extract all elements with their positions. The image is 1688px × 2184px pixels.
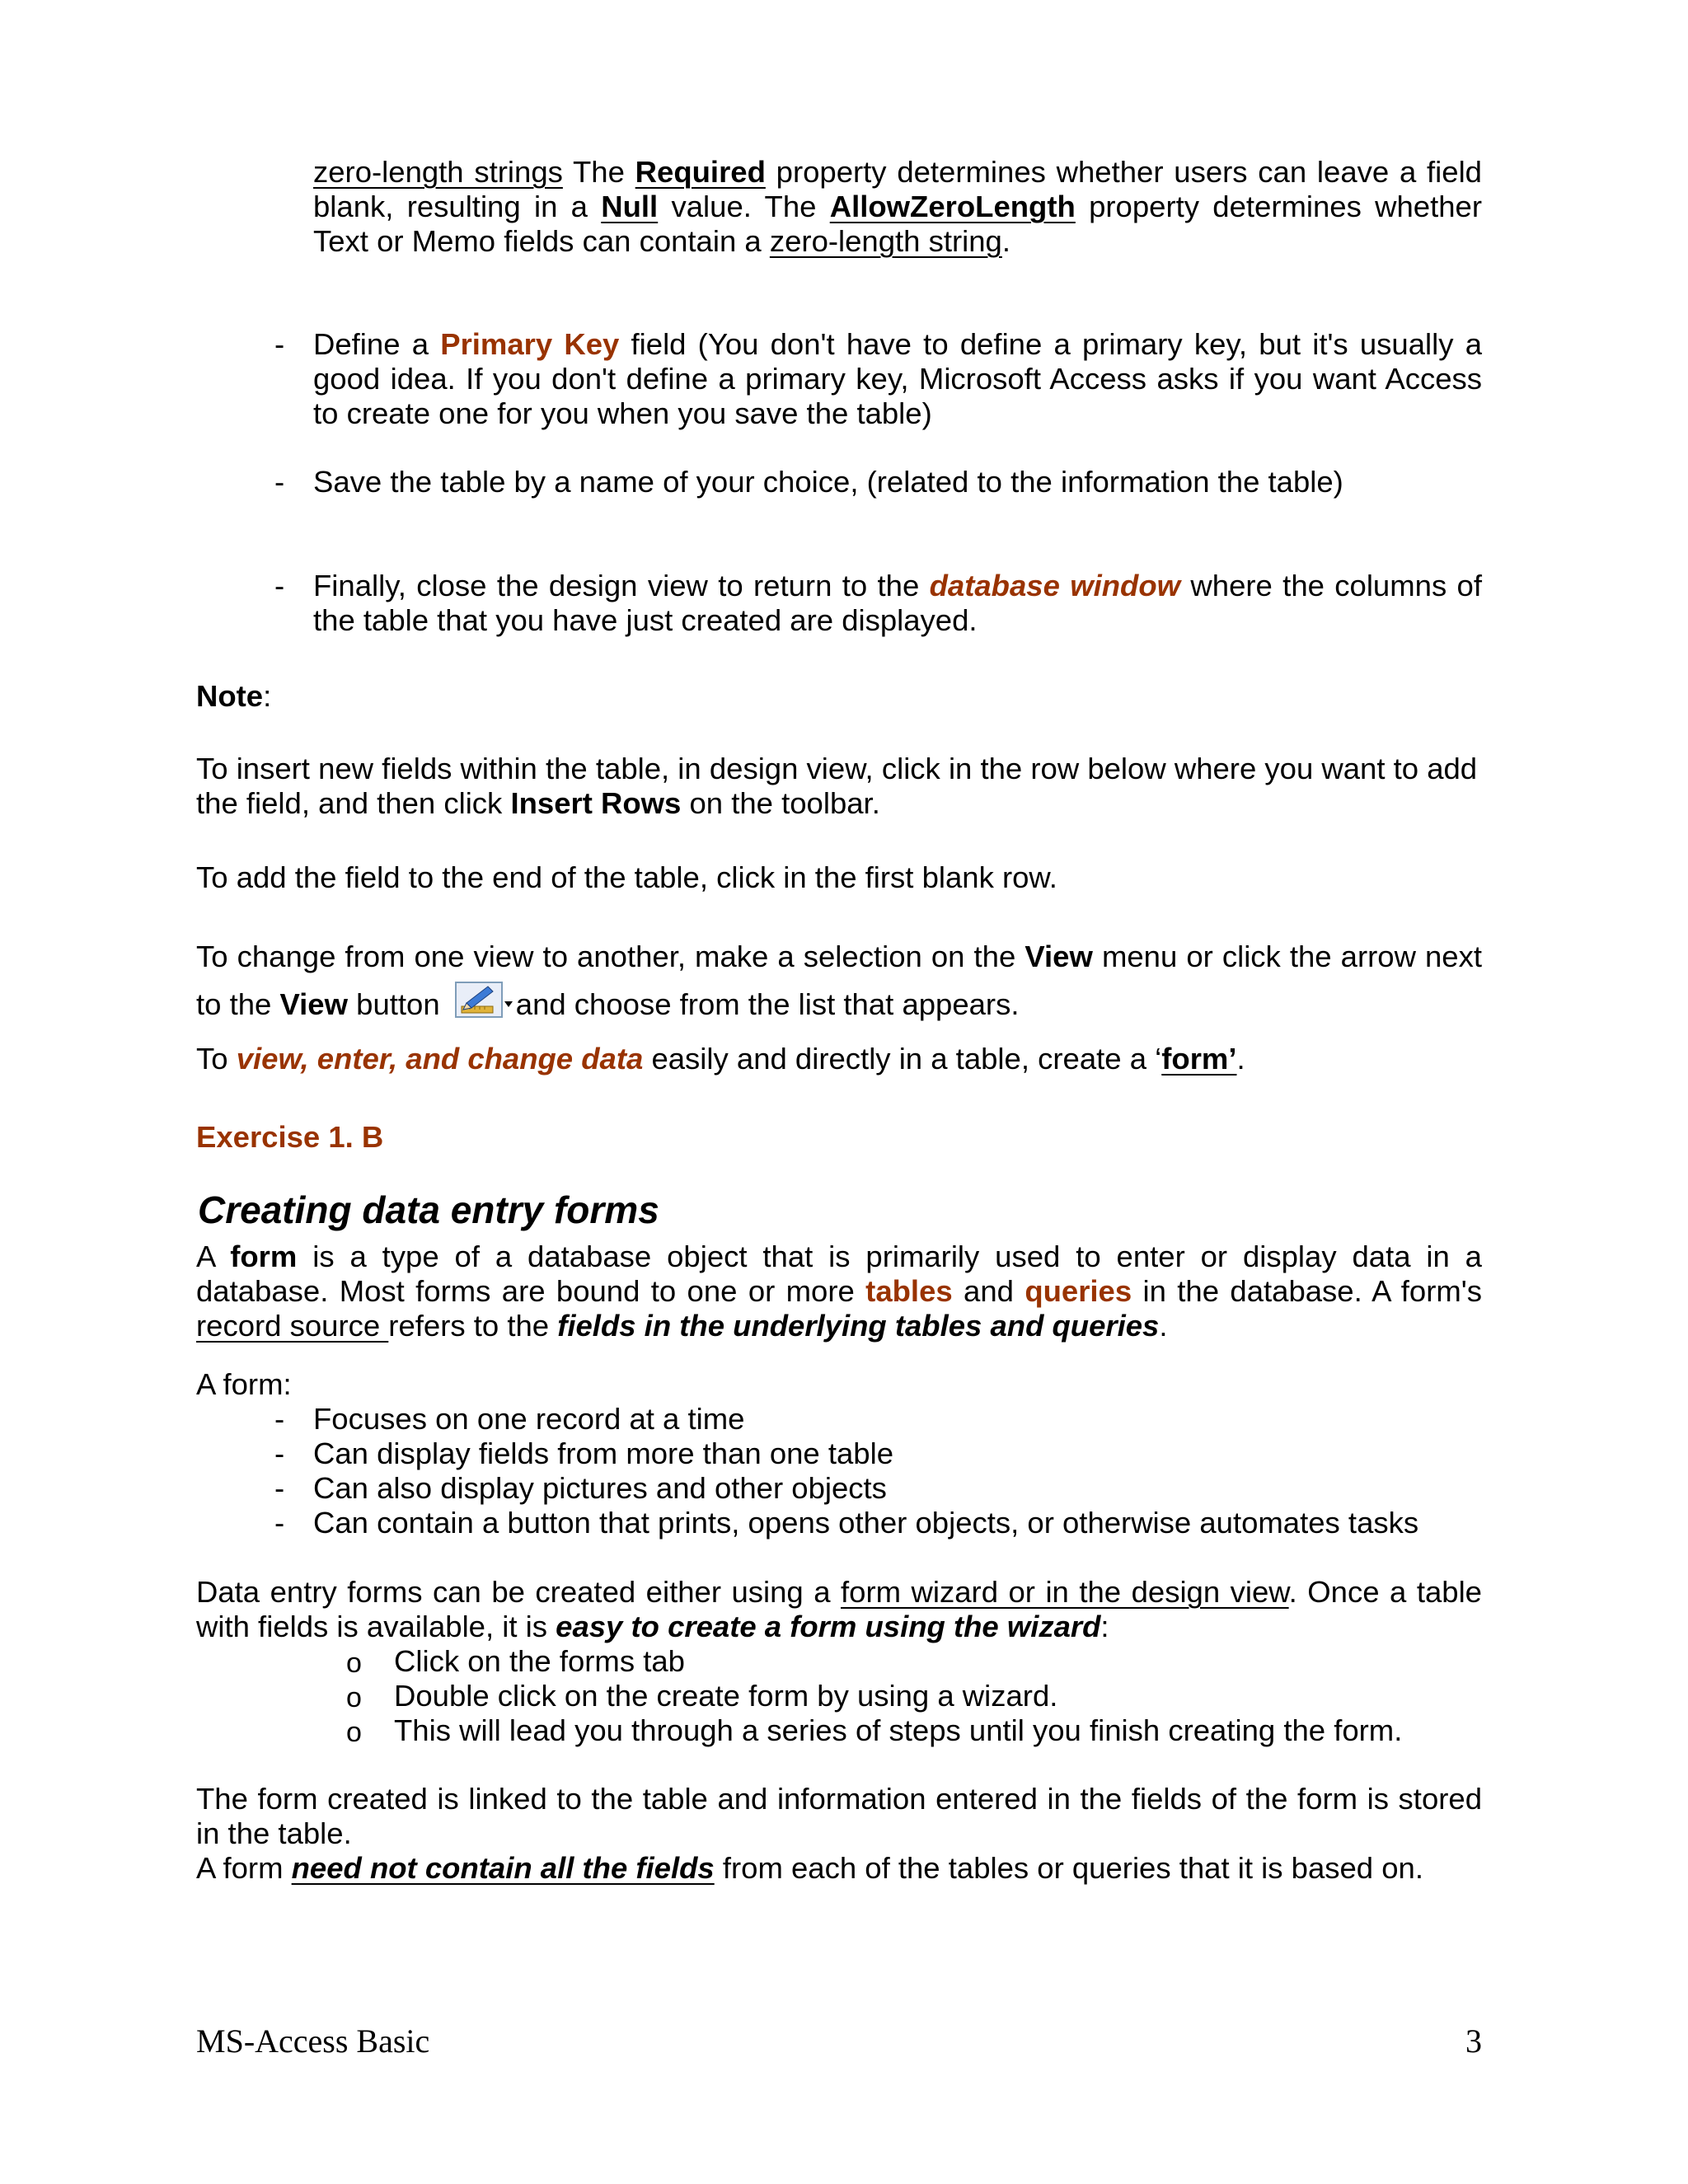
bullet-dash: - (274, 465, 285, 499)
bullet-close-design-view: Finally, close the design view to return to the database window where the columns of the table that you have just created are displayed. (313, 569, 1482, 637)
term-easy-wizard: easy to create a form using the wizard (556, 1610, 1101, 1643)
paragraph-required-property: zero-length strings The Required property determines whether users can leave a field blank, resulting in a Null value. The AllowZeroLength property determines whether Text or Memo fields can contain a zero-length string. (313, 155, 1482, 258)
list-item: Can display fields from more than one table (313, 1436, 894, 1470)
term-zero-length-string: zero-length string (769, 224, 1002, 258)
term-insert-rows: Insert Rows (510, 786, 682, 820)
wizard-step: Click on the forms tab (394, 1644, 685, 1678)
paragraph-insert-rows: To insert new fields within the table, in design view, click in the row below where you want to add the field, and then click Insert Rows on the toolbar. (196, 752, 1478, 820)
list-dash: - (274, 1402, 285, 1436)
term-view-button: View (279, 987, 348, 1021)
bullet-primary-key: Define a Primary Key field (You don't have to define a primary key, but it's usually a good idea. If you don't define a primary key, Microsoft Access asks if you want Access to create one for you when you save the table) (313, 327, 1482, 430)
list-item: Can contain a button that prints, opens other objects, or otherwise automates tasks (313, 1506, 1419, 1540)
term-required: Required (635, 155, 766, 189)
term-null: Null (601, 190, 659, 223)
term-database-window: database window (929, 569, 1181, 602)
list-dash: - (274, 1506, 285, 1540)
exercise-label: Exercise 1. B (196, 1120, 384, 1154)
term-fields-underlying: fields in the underlying tables and queries (557, 1309, 1160, 1343)
link-zero-length-strings: zero-length strings (313, 155, 563, 189)
term-view-menu: View (1025, 940, 1093, 973)
paragraph-view-enter-change: To view, enter, and change data easily and directly in a table, create a ‘form’. (196, 1042, 1245, 1076)
bullet-dash: - (274, 569, 285, 602)
circle-bullet: o (346, 1717, 362, 1748)
paragraph-form-definition: A form is a type of a database object that is primarily used to enter or display data in a database. Most forms are bound to one or more tables and queries in the database. A form's record source refers to the fields in the underlying tables and queries. (196, 1240, 1482, 1343)
list-dash: - (274, 1436, 285, 1470)
term-form-wizard-design-view: form wizard or in the design view (841, 1575, 1289, 1609)
wizard-step: This will lead you through a series of steps until you finish creating the form. (394, 1713, 1403, 1747)
view-design-icon (455, 982, 516, 1018)
wizard-step: Double click on the create form by using a wizard. (394, 1679, 1058, 1713)
section-heading: Creating data entry forms (198, 1188, 659, 1231)
term-tables: tables (865, 1274, 953, 1308)
circle-bullet: o (346, 1682, 362, 1713)
term-queries: queries (1025, 1274, 1132, 1308)
list-dash: - (274, 1471, 285, 1505)
bullet-save-table: Save the table by a name of your choice, (related to the information the table) (313, 465, 1343, 499)
bullet-dash: - (274, 327, 285, 361)
paragraph-form-linked: The form created is linked to the table and information entered in the fields of the form is stored in the table. (196, 1782, 1482, 1850)
paragraph-data-entry-forms: Data entry forms can be created either using a form wizard or in the design view. Once a table with fields is available, it is easy to create a form using the wizard: (196, 1575, 1482, 1643)
form-list-intro: A form: (196, 1367, 292, 1401)
paragraph-need-not-contain: A form need not contain all the fields from each of the tables or queries that it is based on. (196, 1851, 1423, 1885)
term-view-enter-change-data: view, enter, and change data (236, 1042, 644, 1076)
term-need-not-contain: need not contain all the fields (291, 1851, 715, 1885)
term-allowzerolength: AllowZeroLength (829, 190, 1076, 223)
paragraph-change-view: To change from one view to another, make a selection on the View menu or click the arrow next to the View button and choose from the list that appears. (196, 940, 1483, 1021)
term-form: form’ (1161, 1042, 1237, 1076)
footer-page-number: 3 (1465, 2022, 1482, 2060)
term-primary-key: Primary Key (440, 327, 620, 361)
list-item: Can also display pictures and other objects (313, 1471, 887, 1505)
footer-title: MS-Access Basic (196, 2022, 430, 2060)
term-record-source: record source (196, 1309, 389, 1343)
list-item: Focuses on one record at a time (313, 1402, 745, 1436)
paragraph-add-field: To add the field to the end of the table, click in the first blank row. (196, 860, 1057, 894)
note-label: Note: (196, 679, 272, 713)
circle-bullet: o (346, 1647, 362, 1679)
term-form-bold: form (230, 1240, 298, 1273)
